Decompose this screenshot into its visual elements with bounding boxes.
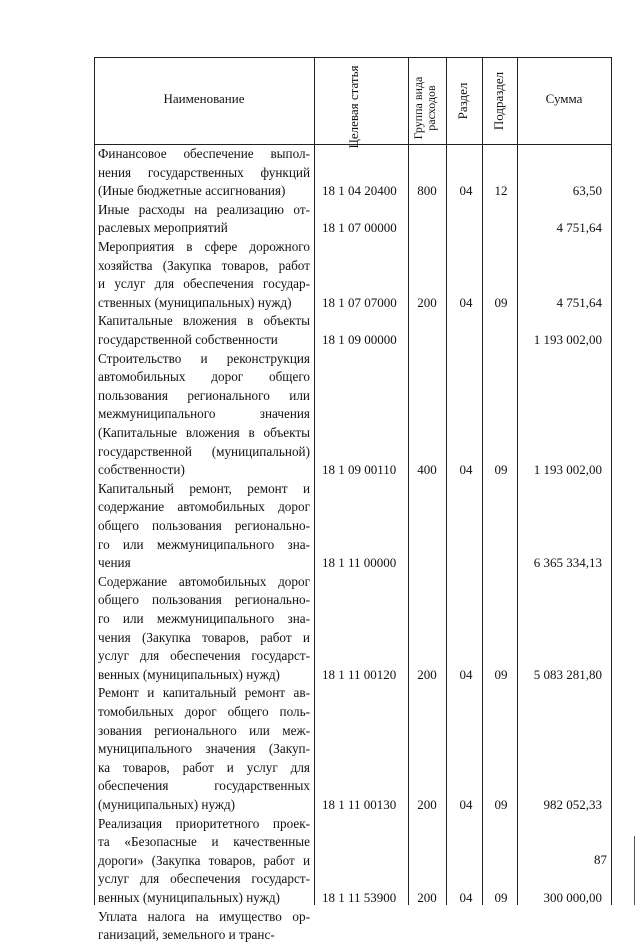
row-name-line: нения государственных функций bbox=[98, 164, 310, 180]
row-expense-group: 200 bbox=[417, 890, 437, 905]
row-name-line: межмуниципального значения bbox=[98, 406, 310, 422]
row-subsection: 09 bbox=[494, 666, 508, 682]
row-subsection: 09 bbox=[494, 294, 508, 310]
row-name bbox=[98, 815, 310, 908]
row-name-line: услуг для обеспечения государст- bbox=[98, 871, 310, 887]
row-name-line: томобильных дорог общего поль- bbox=[98, 703, 310, 719]
row-name-line: (муниципальных) нужд) bbox=[98, 796, 236, 812]
row-name-line: венных (муниципальных) нужд) bbox=[98, 666, 280, 682]
row-name-line: го или межмуниципального зна- bbox=[98, 536, 310, 552]
row-section: 04 bbox=[459, 797, 473, 812]
row-name-line: хозяйства (Закупка товаров, работ bbox=[98, 257, 310, 273]
row-name-line: Капитальные вложения в объекты bbox=[98, 313, 310, 329]
row-subsection: 12 bbox=[494, 183, 508, 199]
row-name-line: (Капитальные вложения в объекты bbox=[98, 424, 310, 440]
row-target-article: 18 1 11 00000 bbox=[322, 555, 397, 571]
row-amount: 4 751,64 bbox=[556, 294, 602, 310]
row-name-line: пользования регионального или bbox=[98, 387, 310, 403]
row-amount: 4 751,64 bbox=[556, 220, 602, 236]
row-subsection: 09 bbox=[494, 797, 508, 812]
row-name bbox=[98, 573, 310, 685]
row-name bbox=[98, 238, 310, 312]
row-name-line: та «Безопасные и качественные bbox=[98, 834, 310, 850]
row-name-line: Содержание автомобильных дорог bbox=[98, 573, 310, 589]
row-subsection: 09 bbox=[494, 462, 508, 478]
row-expense-group: 200 bbox=[417, 797, 437, 812]
row-name-line: ка товаров, работ и услуг для bbox=[98, 759, 310, 775]
row-name-line: автомобильных дорог общего bbox=[98, 369, 310, 385]
row-name-line: и услуг для обеспечения государ- bbox=[98, 276, 310, 292]
row-amount: 6 365 334,13 bbox=[533, 555, 602, 571]
header-name: Наименование bbox=[163, 91, 245, 106]
row-target-article: 18 1 11 00120 bbox=[322, 666, 397, 682]
row-name-line: муниципального значения (Закуп- bbox=[98, 741, 310, 757]
row-section: 04 bbox=[459, 183, 473, 199]
row-amount: 1 193 002,00 bbox=[533, 462, 602, 478]
row-name bbox=[98, 145, 310, 201]
header-subsection: Подраздел bbox=[491, 71, 506, 131]
row-name-line: Ремонт и капитальный ремонт ав- bbox=[98, 685, 310, 701]
row-target-article: 18 1 09 00110 bbox=[322, 462, 397, 478]
row-section: 04 bbox=[459, 666, 473, 682]
row-name bbox=[98, 480, 310, 573]
row-target-article: 18 1 11 00130 bbox=[322, 797, 397, 812]
row-amount: 982 052,33 bbox=[543, 797, 602, 812]
row-amount: 1 193 002,00 bbox=[533, 332, 602, 347]
header-section: Раздел bbox=[455, 82, 470, 120]
row-name-line: Иные расходы на реализацию от- bbox=[98, 201, 310, 217]
row-name-line: чения (Закупка товаров, работ и bbox=[98, 629, 310, 645]
row-section: 04 bbox=[459, 294, 473, 310]
row-name-line: Реализация приоритетного проек- bbox=[98, 815, 310, 831]
row-target-article: 18 1 04 20400 bbox=[322, 183, 397, 199]
row-name-line: содержание автомобильных дорог bbox=[98, 499, 310, 515]
row-target-article: 18 1 07 00000 bbox=[322, 220, 397, 236]
row-expense-group: 400 bbox=[417, 462, 437, 478]
row-name-line: ганизаций, земельного и транс- bbox=[98, 927, 275, 943]
row-name-line: Уплата налога на имущество ор- bbox=[98, 908, 310, 924]
row-name-line: Финансовое обеспечение выпол- bbox=[98, 146, 310, 161]
row-name-line: общего пользования регионально- bbox=[98, 592, 310, 608]
row-amount: 5 083 281,80 bbox=[533, 666, 602, 682]
page-edge-line bbox=[634, 836, 635, 905]
row-name bbox=[98, 684, 310, 814]
header-amount: Сумма bbox=[545, 91, 583, 106]
row-name bbox=[98, 201, 310, 238]
row-name bbox=[98, 350, 310, 480]
row-name-line: чения bbox=[98, 555, 131, 571]
page-number: 87 bbox=[594, 852, 607, 867]
row-name-line: (Иные бюджетные ассигнования) bbox=[98, 183, 286, 199]
row-name-line: Капитальный ремонт, ремонт и bbox=[98, 480, 310, 496]
row-name-line: услуг для обеспечения государст- bbox=[98, 648, 310, 664]
row-name-line: ственных (муниципальных) нужд) bbox=[98, 294, 292, 310]
row-target-article: 18 1 11 53900 bbox=[322, 890, 397, 905]
row-amount: 63,50 bbox=[572, 183, 602, 199]
row-name-line: обеспечения государственных bbox=[98, 778, 310, 794]
row-target-article: 18 1 09 00000 bbox=[322, 332, 397, 347]
row-amount: 300 000,00 bbox=[543, 890, 602, 905]
row-name-line: государственной (муниципальной) bbox=[98, 443, 310, 459]
row-section: 04 bbox=[459, 462, 473, 478]
row-name-line: раслевых мероприятий bbox=[98, 220, 228, 236]
header-expense-group: Группа вида расходов bbox=[411, 76, 438, 140]
row-name-line: венных (муниципальных) нужд) bbox=[98, 889, 280, 905]
row-name bbox=[98, 312, 310, 349]
row-subsection: 09 bbox=[494, 890, 508, 905]
row-name bbox=[98, 908, 310, 945]
row-target-article: 18 1 07 07000 bbox=[322, 294, 397, 310]
row-name-line: Строительство и реконструкция bbox=[98, 350, 310, 366]
row-name-line: общего пользования регионально- bbox=[98, 517, 310, 533]
row-expense-group: 200 bbox=[417, 666, 437, 682]
row-name-line: го или межмуниципального зна- bbox=[98, 610, 310, 626]
row-name-line: зования регионального или меж- bbox=[98, 722, 310, 738]
row-expense-group: 200 bbox=[417, 294, 437, 310]
row-expense-group: 800 bbox=[417, 183, 437, 199]
header-target-article: Целевая статья bbox=[346, 65, 361, 149]
row-name-line: Мероприятия в сфере дорожного bbox=[98, 239, 310, 254]
row-name-line: собственности) bbox=[98, 462, 185, 478]
row-name-line: дороги» (Закупка товаров, работ и bbox=[98, 852, 310, 868]
row-name-line: государственной собственности bbox=[98, 331, 278, 347]
row-section: 04 bbox=[459, 890, 473, 905]
